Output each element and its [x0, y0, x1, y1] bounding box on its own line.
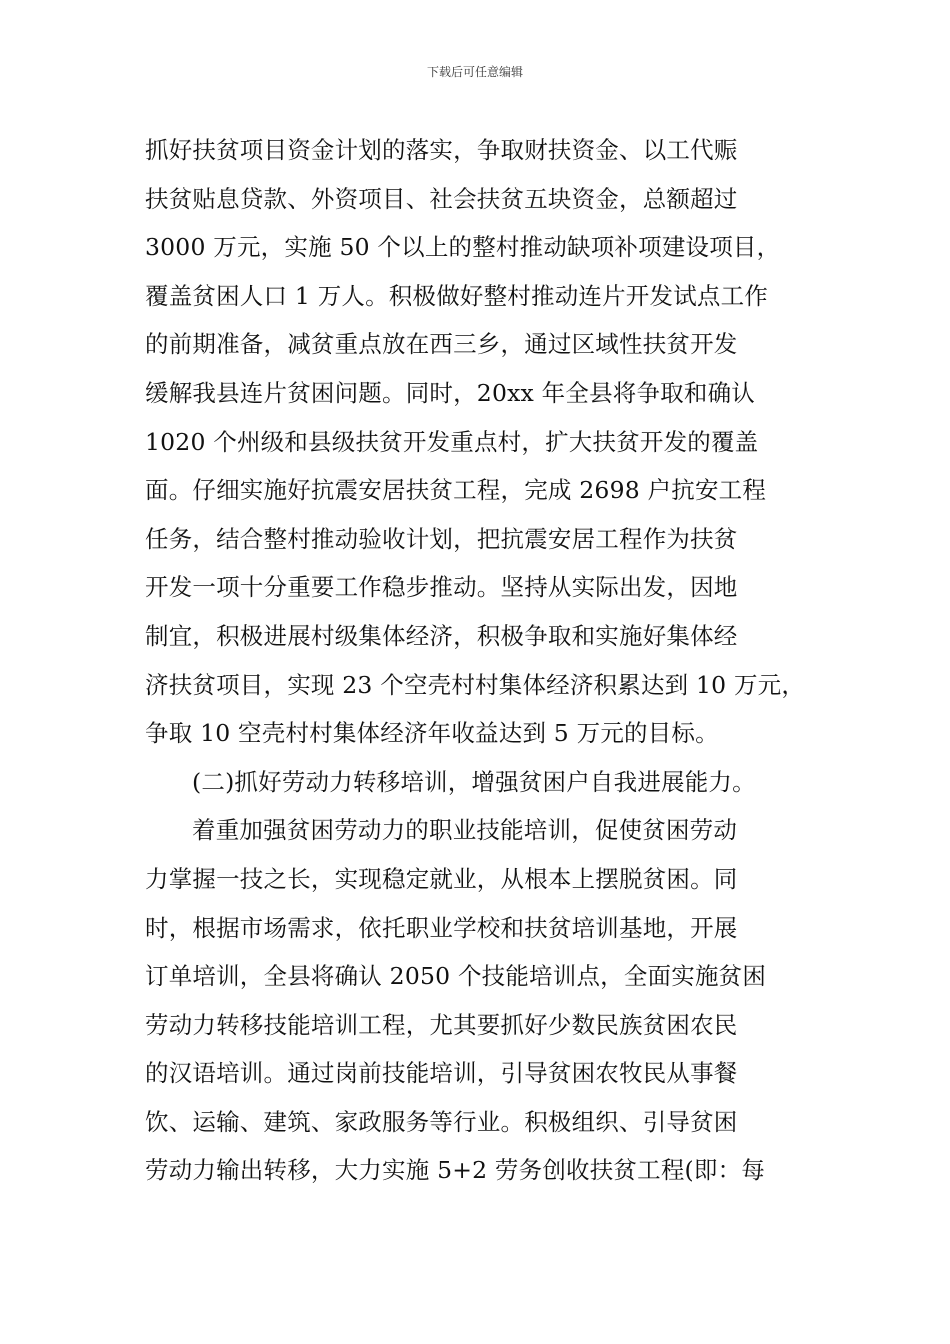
text-line: 济扶贫项目，实现 23 个空壳村村集体经济积累达到 10 万元， — [145, 670, 806, 699]
document-body — [145, 126, 845, 1195]
text-line: 抓好扶贫项目资金计划的落实，争取财扶资金、以工代赈 — [145, 136, 738, 164]
page-header: 下载后可任意编辑 — [426, 65, 523, 79]
text-line: 覆盖贫困人口 1 万人。积极做好整村推动连片开发试点工作 — [145, 281, 768, 310]
section-heading: (二)抓好劳动力转移培训，增强贫困户自我进展能力。 — [192, 767, 756, 796]
text-line: 饮、运输、建筑、家政服务等行业。积极组织、引导贫困 — [145, 1107, 738, 1136]
text-line: 的汉语培训。通过岗前技能培训，引导贫困农牧民从事餐 — [145, 1059, 738, 1088]
text-line: 扶贫贴息贷款、外资项目、社会扶贫五块资金，总额超过 — [145, 184, 738, 213]
text-line: 1020 个州级和县级扶贫开发重点村，扩大扶贫开发的覆盖 — [145, 427, 759, 456]
text-line: 任务，结合整村推动验收计划，把抗震安居工程作为扶贫 — [145, 524, 738, 553]
text-line: 面。仔细实施好抗震安居扶贫工程，完成 2698 户抗安工程 — [145, 476, 767, 505]
paragraph-first-line: 着重加强贫困劳动力的职业技能培训，促使贫困劳动 — [192, 816, 738, 845]
text-line: 力掌握一技之长，实现稳定就业，从根本上摆脱贫困。同 — [145, 864, 738, 893]
text-line: 3000 万元，实施 50 个以上的整村推动缺项补项建设项目， — [145, 233, 781, 262]
text-line: 订单培训，全县将确认 2050 个技能培训点，全面实施贫困 — [145, 962, 767, 991]
text-line: 时，根据市场需求，依托职业学校和扶贫培训基地，开展 — [145, 913, 738, 942]
text-line: 制宜，积极进展村级集体经济，积极争取和实施好集体经 — [145, 621, 738, 650]
text-line: 缓解我县连片贫困问题。同时，20xx 年全县将争取和确认 — [145, 378, 755, 407]
text-line: 劳动力转移技能培训工程，尤其要抓好少数民族贫困农民 — [145, 1010, 738, 1039]
text-line: 的前期准备，减贫重点放在西三乡，通过区域性扶贫开发 — [145, 330, 738, 359]
text-line: 争取 10 空壳村村集体经济年收益达到 5 万元的目标。 — [145, 719, 719, 748]
text-line: 开发一项十分重要工作稳步推动。坚持从实际出发，因地 — [145, 573, 738, 602]
text-line: 劳动力输出转移，大力实施 5+2 劳务创收扶贫工程(即：每 — [145, 1156, 766, 1185]
